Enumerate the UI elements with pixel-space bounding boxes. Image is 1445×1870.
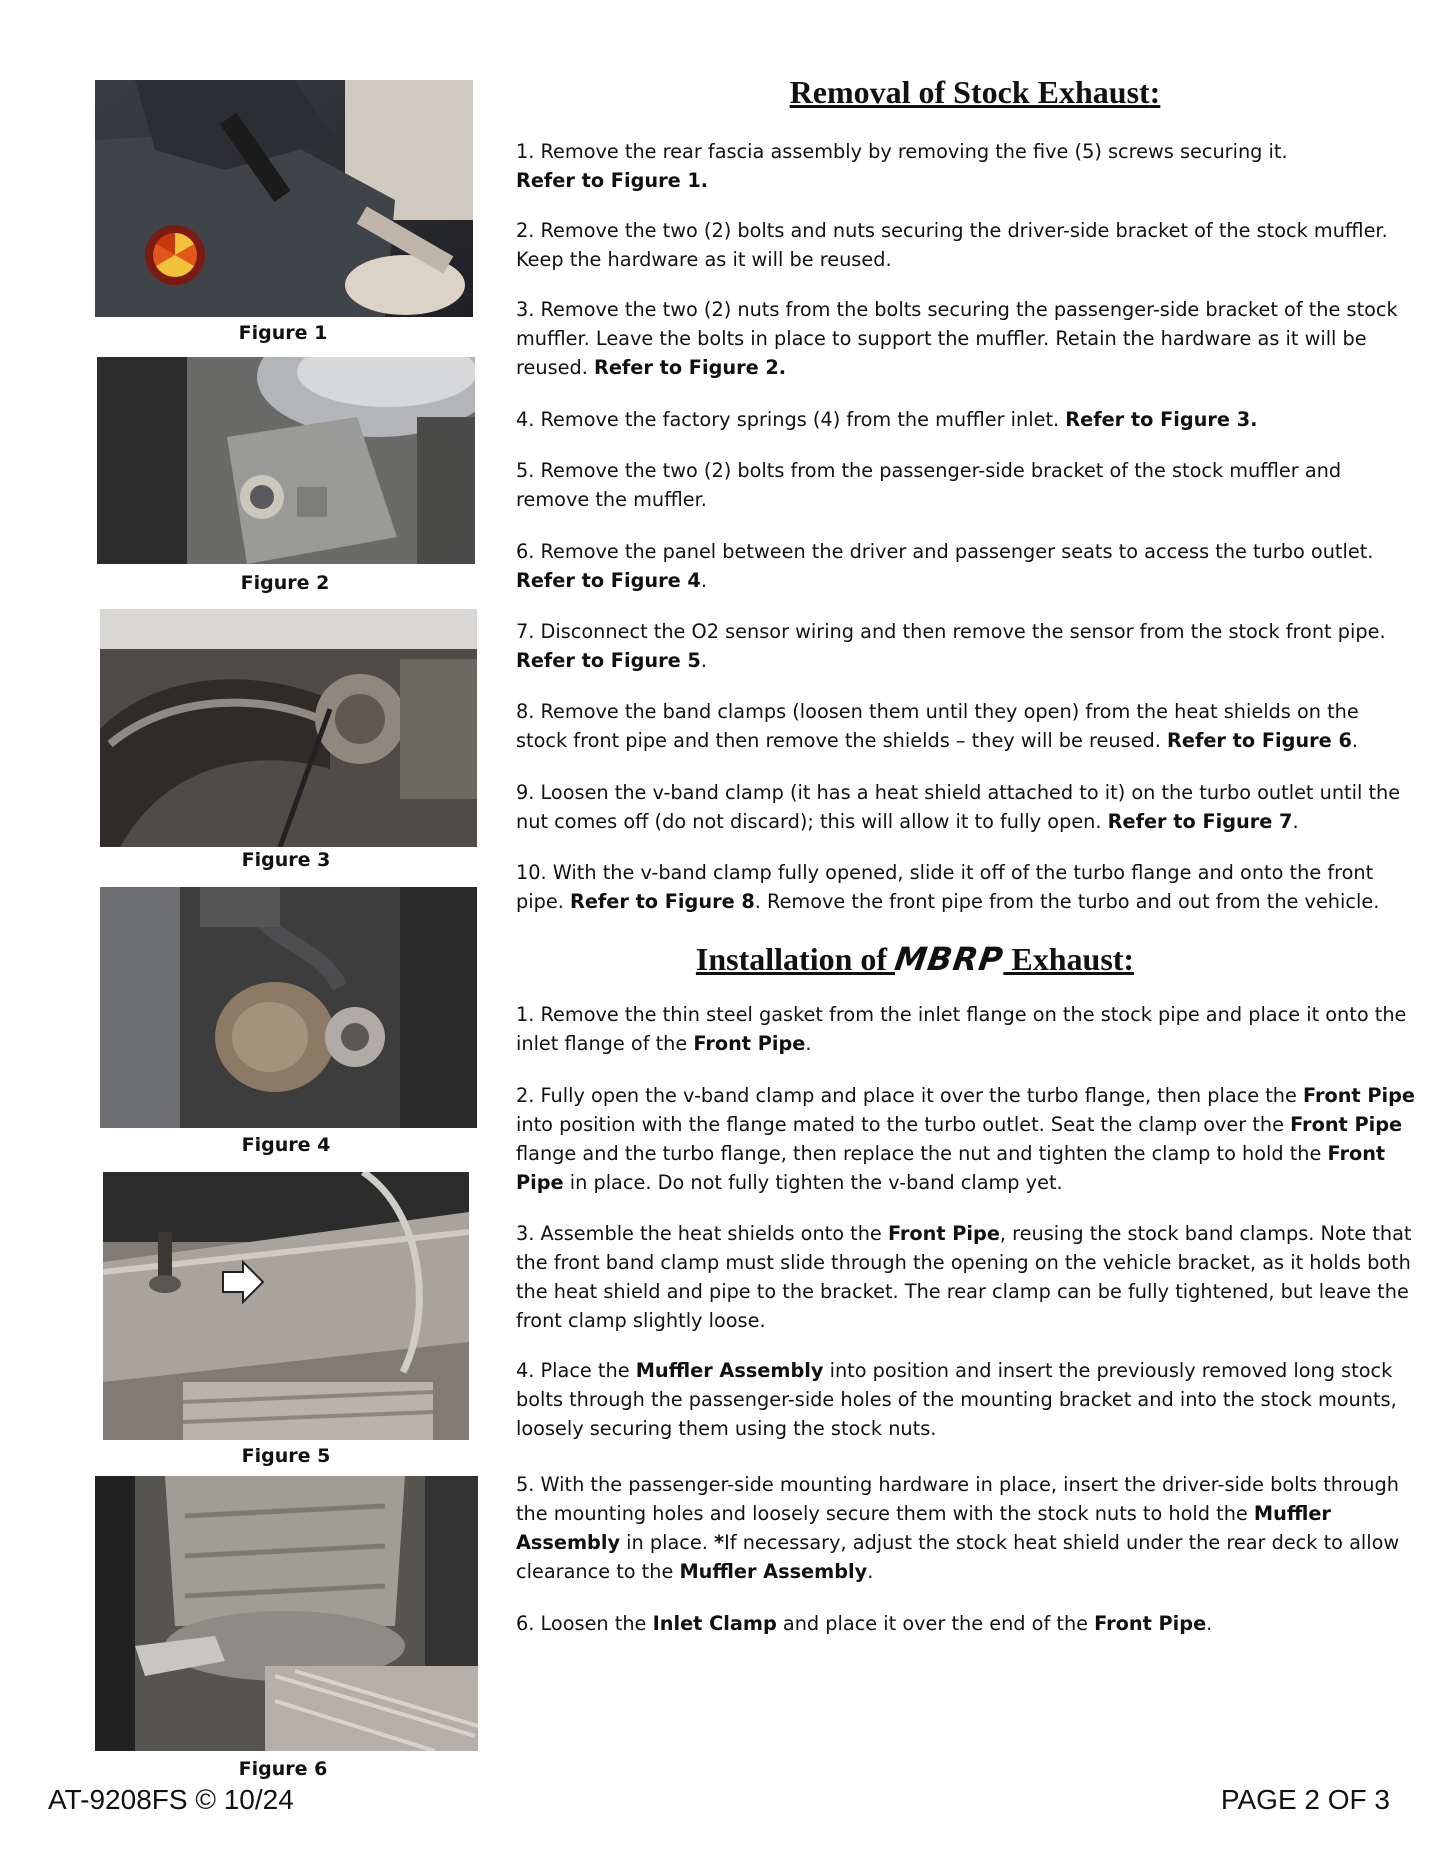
removal-title-colon: : <box>1149 74 1161 110</box>
install-step-6: 6. Loosen the Inlet Clamp and place it over the end of the Front Pipe. <box>516 1612 1213 1635</box>
document-id: AT-9208FS © 10/24 <box>48 1784 294 1815</box>
removal-heading <box>515 74 1435 111</box>
figure-6-caption: Figure 6 <box>238 1758 328 1780</box>
removal-step-3: 3. Remove the two (2) nuts from the bolts securing the passenger-side bracket of the stock muffler. Leave the bolts in place to support the muffler. Retain the hardware as it will be reused. Refer to Figure 2. <box>516 298 1398 379</box>
figure-5-photo <box>103 1172 469 1440</box>
installation-title-post: Exhaust: <box>1003 941 1135 977</box>
page-number: PAGE 2 OF 3 <box>1220 1784 1390 1815</box>
install-step-1: 1. Remove the thin steel gasket from the inlet flange on the stock pipe and place it onto the inlet flange of the Front Pipe. <box>516 1003 1407 1055</box>
mbrp-logo: MBRP <box>892 940 1007 978</box>
removal-step-6: 6. Remove the panel between the driver and passenger seats to access the turbo outlet. Refer to Figure 4. <box>516 540 1374 592</box>
install-step-4: 4. Place the Muffler Assembly into position and insert the previously removed long stock bolts through the passenger-side holes of the mounting bracket and into the stock mounts, loosely securing them using the stock nuts. <box>516 1359 1397 1440</box>
removal-title: Removal of Stock Exhaust <box>789 74 1150 110</box>
removal-step-9: 9. Loosen the v-band clamp (it has a heat shield attached to it) on the turbo outlet until the nut comes off (do not discard); this will allow it to fully open. Refer to Figure 7. <box>516 781 1401 833</box>
install-step-5: 5. With the passenger-side mounting hardware in place, insert the driver-side bolts through the mounting holes and loosely secure them with the stock nuts to hold the Muffler Assembly in place. *If necessary, adjust the stock heat shield under the rear deck to allow clearance to the Muffler Assembly. <box>516 1473 1400 1583</box>
removal-step-1: 1. Remove the rear fascia assembly by removing the five (5) screws securing it. Refer to Figure 1. <box>516 140 1288 192</box>
installation-title-pre: Installation of <box>695 941 896 977</box>
removal-step-5: 5. Remove the two (2) bolts from the passenger-side bracket of the stock muffler and remove the muffler. <box>516 459 1342 511</box>
install-step-2: 2. Fully open the v-band clamp and place it over the turbo flange, then place the Front Pipe into position with the flange mated to the turbo outlet. Seat the clamp over the Front Pipe flange and the turbo flange, then replace the nut and tighten the clamp to hold the Front Pipe in place. Do not fully tighten the v-band clamp yet. <box>516 1084 1415 1194</box>
figure-6-photo <box>95 1476 478 1751</box>
removal-step-2: 2. Remove the two (2) bolts and nuts securing the driver-side bracket of the stock muffler. Keep the hardware as it will be reused. <box>516 219 1388 271</box>
figure-4-photo <box>100 887 477 1128</box>
install-step-3: 3. Assemble the heat shields onto the Front Pipe, reusing the stock band clamps. Note that the front band clamp must slide through the opening on the vehicle bracket, as it holds both the heat shield and pipe to the bracket. The rear clamp can be fully tightened, but leave the front clamp slightly loose. <box>516 1222 1412 1332</box>
figure-5-caption: Figure 5 <box>241 1445 331 1467</box>
removal-step-8: 8. Remove the band clamps (loosen them until they open) from the heat shields on the stock front pipe and then remove the shields – they will be reused. Refer to Figure 6. <box>516 700 1359 752</box>
removal-step-4: 4. Remove the factory springs (4) from the muffler inlet. Refer to Figure 3. <box>516 408 1258 431</box>
removal-step-10: 10. With the v-band clamp fully opened, slide it off of the turbo flange and onto the front pipe. Refer to Figure 8. Remove the front pipe from the turbo and out from the vehicle. <box>516 861 1380 913</box>
figure-2-photo <box>97 357 475 564</box>
removal-step-7: 7. Disconnect the O2 sensor wiring and then remove the sensor from the stock front pipe. Refer to Figure 5. <box>516 620 1386 672</box>
figure-3-caption: Figure 3 <box>241 849 331 871</box>
installation-heading <box>515 940 1315 978</box>
figure-3-photo <box>100 609 477 847</box>
figure-2-caption: Figure 2 <box>240 572 330 594</box>
figure-4-caption: Figure 4 <box>241 1134 331 1156</box>
figure-1-photo <box>95 80 473 317</box>
figure-1-caption: Figure 1 <box>238 322 328 344</box>
